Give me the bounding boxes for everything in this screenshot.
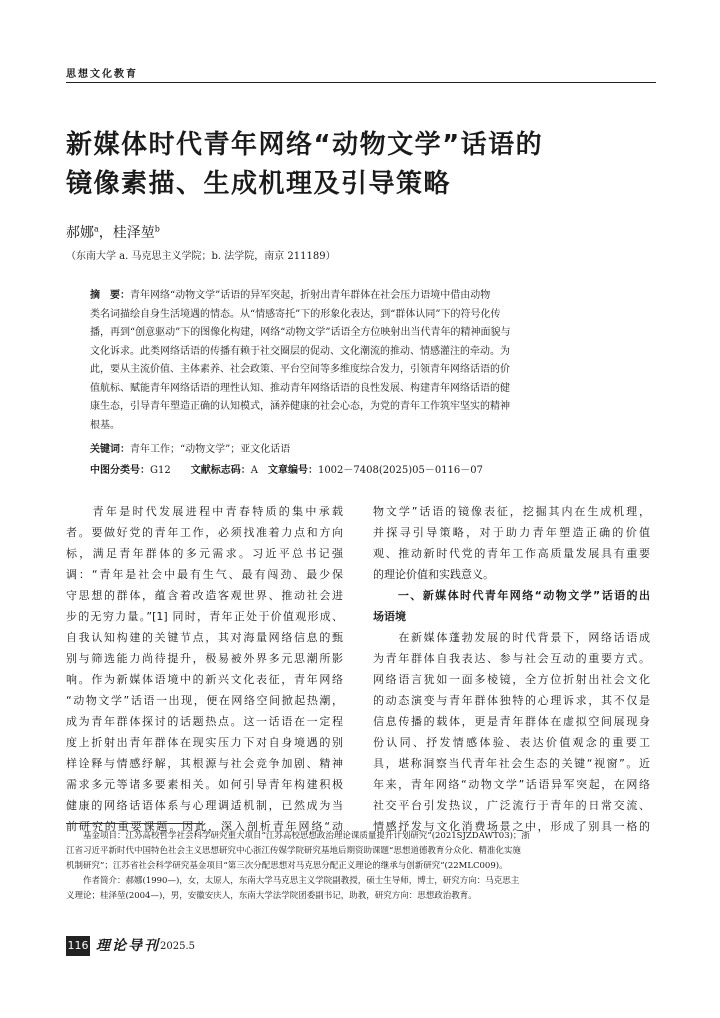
author-1: 郝娜 (66, 225, 94, 241)
body-line: 具，堪称洞察当代青年社会生态的关键“视窗”。近 (373, 757, 650, 770)
clc-label: 中图分类号： (90, 465, 150, 476)
body-line: 响。作为新媒体语境中的新兴文化表征，青年网络 (66, 673, 343, 686)
article-number-value: 1002－7408(2025)05－0116－07 (317, 465, 484, 476)
body-line: 守思想的群体，蕴含着改造客观世界、推动社会进 (66, 589, 343, 602)
body-line: 者。要做好党的青年工作，必须找准着力点和方向 (66, 526, 343, 539)
keywords-text: 青年工作；“动物文学”；亚文化话语 (130, 444, 291, 455)
author-separator: ， (98, 225, 113, 241)
footnote-line: 作者简介：郝娜(1990—)，女，太原人，东南大学马克思主义学院副教授，硕士生导师，博士，研究方向：马克思主 (66, 876, 520, 886)
footnote-line: 基金项目：江苏高校哲学社会科学研究重大项目“江苏高校思想政治理论课质量提升计划研究”(2021SJZDAWT03)；浙 (66, 831, 530, 841)
body-line: “动物文学”话语一出现，便在网络空间掀起热潮， (66, 694, 343, 707)
abstract-label: 摘 要： (90, 290, 130, 301)
body-line: 成为青年群体探讨的话题热点。这一话语在一定程 (66, 715, 343, 728)
abstract-line: 类名词描绘自身生活境遇的情态。从“情感寄托”下的形象化表达，到“群体认同”下的符号化传 (90, 308, 501, 320)
body-line: 青年是时代发展进程中青春特质的集中承载 (66, 505, 343, 518)
body-column-right (373, 501, 650, 837)
abstract-line: 值航标、赋能青年网络话语的理性认知、推动青年网络话语的良性发展、构建青年网络话语的健 (90, 382, 510, 394)
body-line: 观、推动新时代党的青年工作高质量发展具有重要 (373, 547, 650, 560)
body-line: 健康的网络话语体系与心理调适机制，已然成为当 (66, 799, 343, 812)
author-2-mark: b (154, 224, 160, 234)
body-line: 的动态演变与青年群体独特的心理诉求，其不仅是 (373, 694, 650, 707)
body-line: 社交平台引发热议，广泛流行于青年的日常交流、 (373, 799, 650, 812)
title-line-1: 新媒体时代青年网络“动物文学”话语的 (66, 130, 544, 160)
abstract-line: 播，再到“创意驱动”下的图像化构建，网络“动物文学”话语全方位映射出当代青年的精神面貌与 (90, 327, 511, 338)
journal-name: 理论导刊 (96, 938, 160, 954)
clc-value: G12 (150, 465, 171, 476)
running-head: 思想文化教育 (66, 69, 138, 80)
author-1-mark: a (94, 224, 99, 234)
body-line: 别与筛选能力尚待提升，极易被外界多元思潮所影 (66, 652, 343, 665)
body-line: 自我认知构建的关键节点，其对海量网络信息的甄 (66, 631, 343, 644)
article-title (66, 126, 666, 204)
footnotes (66, 829, 656, 904)
author-2: 桂泽堃 (112, 225, 155, 241)
body-line: 度上折射出青年群体在现实压力下对自身境遇的别 (66, 736, 343, 749)
doc-code-label: 文献标志码： (190, 465, 251, 476)
body-line: 调：“青年是社会中最有生气、最有闯劲、最少保 (66, 568, 343, 581)
classification-line (90, 462, 634, 481)
body-line: 标，满足青年群体的多元需求。习近平总书记强 (66, 547, 343, 560)
abstract-line: 青年网络“动物文学”话语的异军突起，折射出青年群体在社会压力语境中借由动物 (130, 290, 491, 301)
abstract-line: 此，要从主流价值、主体素养、社会政策、平台空间等多维度综合发力，引领青年网络话语的价 (90, 364, 510, 375)
body-line: 网络语言犹如一面多棱镜，全方位折射出社会文化 (373, 673, 650, 686)
body-line: 需求多元等诸多要素相关。如何引导青年构建积极 (66, 778, 343, 791)
body-line: 物文学”话语的镜像表征，挖掘其内在生成机理， (373, 505, 650, 518)
doc-code-value: A (250, 465, 258, 476)
body-line: 样诠释与情感纾解，其根源与社会竞争加剧、精神 (66, 757, 343, 770)
issue-number: 2025.5 (160, 941, 195, 952)
page-number: 116 (66, 936, 90, 956)
abstract-line: 文化诉求。此类网络话语的传播有赖于社交圈层的促动、文化潮流的推动、情感灌注的牵动。为 (90, 345, 510, 357)
footnote-line: 江省习近平新时代中国特色社会主义思想研究中心浙江传媒学院研究基地后期资助课题“思想道德教育分众化、精准化实施 (66, 846, 521, 856)
body-column-left (66, 501, 343, 837)
body-line: 为青年群体自我表达、参与社会互动的重要方式。 (373, 652, 650, 665)
title-line-2: 镜像素描、生成机理及引导策略 (66, 169, 452, 199)
header-rule (66, 82, 656, 83)
keywords (90, 441, 634, 460)
authors (66, 222, 160, 242)
section-heading-line: 场语境 (373, 610, 406, 623)
body-line: 信息传播的载体，更是青年群体在虚拟空间展现身 (373, 715, 650, 728)
body-line: 前研究的重要课题。因此，深入剖析青年网络“动 (66, 820, 343, 833)
body-line: 的理论价值和实践意义。 (373, 568, 494, 581)
keywords-label: 关键词： (90, 444, 130, 455)
footnote-rule (66, 823, 202, 824)
article-number-label: 文章编号： (267, 465, 318, 476)
affiliation: （东南大学 a. 马克思主义学院；b. 法学院，南京 211189） (66, 251, 336, 262)
abstract (90, 287, 634, 435)
abstract-line: 根基。 (90, 419, 120, 431)
body-line: 步的无穷力量。”[1] 同时，青年正处于价值观形成、 (66, 610, 343, 623)
footnote-line: 机制研究”；江苏省社会科学研究基金项目“第三次分配思想对马克思分配正义理论的继承与创新研究”(22MLC009)。 (66, 861, 508, 871)
abstract-line: 康生态，引导青年塑造正确的认知模式，涵养健康的社会心态，为党的青年工作筑牢坚实的精神 (90, 401, 510, 412)
footnote-line: 义理论；桂泽堃(2004—)，男，安徽安庆人，东南大学法学院团委副书记，助教，研究方向：思想政治教育。 (66, 891, 477, 901)
body-line: 并探寻引导策略，对于助力青年塑造正确的价值 (373, 526, 650, 539)
body-line: 年来，青年网络“动物文学”话语异军突起，在网络 (373, 778, 650, 791)
body-line: 在新媒体蓬勃发展的时代背景下，网络话语成 (373, 631, 650, 644)
body-line: 份认同、抒发情感体验、表达价值观念的重要工 (373, 736, 650, 749)
body-line: 情感抒发与文化消费场景之中，形成了别具一格的 (373, 820, 650, 833)
section-heading-line: 一、新媒体时代青年网络“动物文学”话语的出 (373, 589, 650, 602)
